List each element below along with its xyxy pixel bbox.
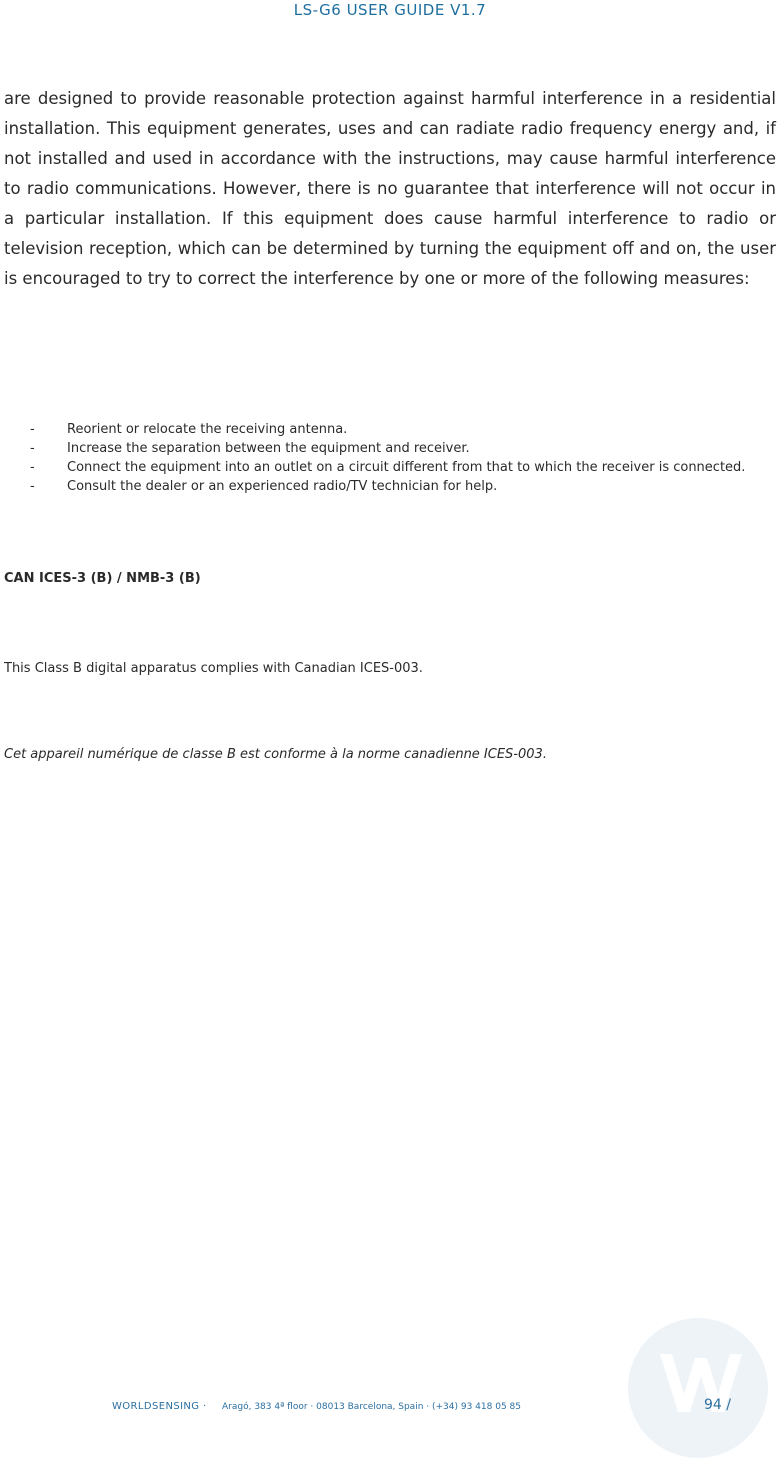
bullet-dash: - bbox=[30, 460, 35, 475]
guide-title: LS-G6 USER GUIDE V1.7 bbox=[293, 1, 487, 19]
bullet-dash: - bbox=[30, 422, 35, 437]
page-header bbox=[0, 0, 780, 20]
ices-statement-french: Cet appareil numérique de classe B est conforme à la norme canadienne ICES-003. bbox=[4, 747, 547, 762]
list-item bbox=[30, 477, 778, 496]
list-item bbox=[30, 439, 778, 458]
bullet-dash: - bbox=[30, 441, 35, 456]
worldsensing-logo-icon bbox=[628, 1318, 768, 1458]
footer-company: WORLDSENSING · bbox=[112, 1401, 207, 1412]
intro-paragraph: are designed to provide reasonable protection against harmful interference in a residential installation. This equipment generates, uses and can radiate radio frequency energy and, if not installed and used in accordance with the instructions, may cause harmful interference to radio communications. However, there is no guarantee that interference will not occur in a particular installation. If this equipment does cause harmful interference to radio or television reception, which can be determined by turning the equipment off and on, the user is encouraged to try to correct the interference by one or more of the following measures: bbox=[4, 89, 776, 288]
list-item bbox=[30, 420, 778, 439]
list-item-text: Consult the dealer or an experienced radio/TV technician for help. bbox=[67, 479, 498, 494]
ices-statement-english: This Class B digital apparatus complies with Canadian ICES-003. bbox=[4, 661, 423, 676]
measures-list bbox=[30, 420, 778, 496]
ices-heading: CAN ICES-3 (B) / NMB-3 (B) bbox=[4, 571, 201, 586]
page-number: 94 / bbox=[704, 1397, 731, 1413]
list-item-text: Increase the separation between the equipment and receiver. bbox=[67, 441, 470, 456]
footer-address: Aragó, 383 4ª floor · 08013 Barcelona, Spain · (+34) 93 418 05 85 bbox=[222, 1402, 521, 1412]
list-item-text: Connect the equipment into an outlet on a circuit different from that to which the receiver is connected. bbox=[67, 460, 746, 475]
list-item-text: Reorient or relocate the receiving antenna. bbox=[67, 422, 348, 437]
page-footer bbox=[0, 1398, 780, 1416]
list-item bbox=[30, 458, 778, 477]
bullet-dash: - bbox=[30, 479, 35, 494]
